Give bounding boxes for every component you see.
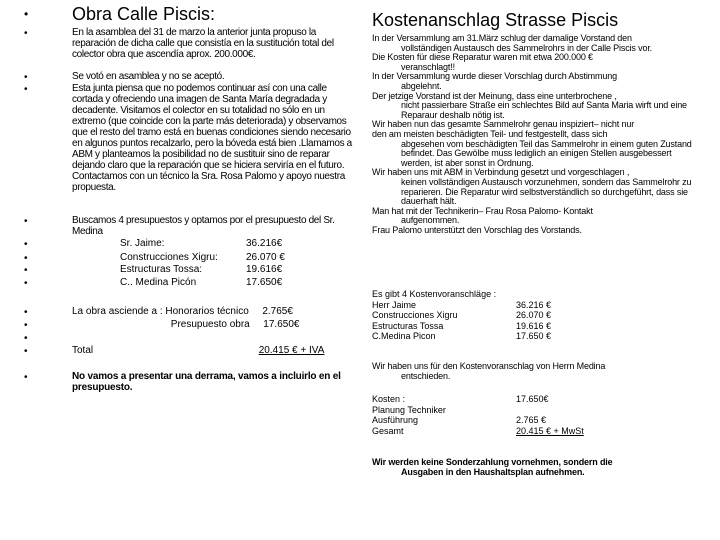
paragraph-first-line: In der Versammlung am 31.März schlug der damalige Vorstand den (372, 33, 632, 43)
decision-text (372, 362, 702, 381)
bullet: • (24, 346, 28, 357)
paragraph-first-line: Die Kosten für diese Reparatur waren mit etwa 200.000 € (372, 52, 593, 63)
closing-statement-de (372, 458, 702, 477)
paragraph-continuation: keinen vollständigen Austausch vorzunehmen, sondern das Sammelrohr zu reparieren. Die Reparatur wird selbstverständlich so durchgeführt, dass sie dauerhaft hält. (401, 176, 692, 207)
paragraph (372, 130, 702, 168)
paragraph-first-line: den am meisten beschädigten Teil- und festgestellt, dass sich (372, 128, 608, 139)
bullet: • (24, 333, 28, 344)
bullet: • (24, 372, 28, 383)
paragraph-first-line: In der Versammlung wurde dieser Vorschlag durch Abstimmung (372, 71, 617, 82)
paragraph (372, 53, 702, 72)
table-row (372, 426, 584, 437)
cost-line-budget (72, 319, 299, 330)
cost-value: 20.415 € + MwSt (516, 425, 584, 436)
paragraph-continuation: abgesehen vom beschädigten Teil das Sammelrohr in einem guten Zustand befindet. Das Gewölbe muss lediglich an einigen Stellen ausgebessert werden, ist aber sonst in Ordnung. (401, 138, 692, 168)
closing-first-line: Wir werden keine Sonderzahlung vornehmen, sondern die (372, 457, 613, 467)
cost-label: Planung Techniker (372, 404, 446, 415)
german-paragraphs (372, 34, 702, 235)
cost-value: 17.650€ (263, 319, 300, 330)
slide-title-es: Obra Calle Piscis: (72, 4, 216, 24)
quote-value: 36.216 € (516, 299, 552, 310)
decision-continuation: entschieden. (401, 370, 451, 381)
slide-title-de: Kostenanschlag Strasse Piscis (372, 10, 619, 30)
quotes-heading: Es gibt 4 Kostenvoranschläge : (372, 289, 497, 299)
quote-value: 19.616€ (246, 264, 283, 275)
quote-name: Estructuras Tossa: (120, 264, 203, 275)
cost-label: La obra asciende a : Honorarios técnico (72, 306, 249, 317)
bullet: • (24, 84, 28, 95)
paragraph-vote: Se votó en asamblea y no se aceptó. (72, 71, 225, 82)
paragraph (372, 34, 702, 53)
table-row (372, 310, 551, 321)
quote-value: 19.616 € (516, 320, 552, 331)
quote-name: Estructuras Tossa (372, 320, 444, 331)
right-column (372, 0, 712, 540)
bullet: • (24, 7, 29, 21)
paragraph-continuation: aufgenommen. (401, 215, 460, 226)
bullet: • (24, 265, 28, 276)
quote-value: 26.070 € (516, 310, 552, 321)
paragraph-continuation: veranschlagt!! (401, 61, 455, 72)
quote-value: 26.070 € (246, 252, 285, 263)
table-row (372, 331, 551, 342)
quote-name: C.Medina Picon (372, 331, 436, 342)
quote-row (72, 277, 282, 288)
paragraph-first-line: Frau Palomo unterstützt den Vorschlag des Vorstands. (372, 224, 582, 235)
quote-name: Sr. Jaime: (120, 238, 165, 249)
paragraph-proposal: En la asamblea del 31 de marzo la anterior junta propuso la reparación de dicha calle que consistía en la sustitución total del colector obra que ascendía aprox. 200.000€. (72, 27, 334, 60)
table-row (372, 321, 551, 332)
bullet: • (24, 307, 28, 318)
table-row (372, 300, 551, 311)
total-value: 20.415 € + IVA (258, 345, 325, 356)
quote-row (72, 238, 282, 249)
quote-row (72, 252, 285, 263)
quote-value: 36.216€ (246, 238, 283, 249)
paragraph-board-opinion: Esta junta piensa que no podemos continuar así con una calle cortada y ofreciendo una imagen de Santa María degradada y decadente. Visitamos el colector en su totalidad no sólo en un extremo (que coincide con la parte más deteriorada) y observamos que el resto del tramo está en buenas condiciones siendo necesario en algunos puntos recalzarlo, pero la bóveda está bien .Llamamos a ABM y planteamos la posibilidad no de sustituir sino de reparar dejando claro que la reparación que se hiciera serviría en el futuro. Contactamos con un técnico la Sra. Rosa Palomo y apoyo nuestra propuesta. (72, 83, 352, 193)
quote-value: 17.650€ (246, 277, 283, 288)
quote-name: Construcciones Xigru (372, 310, 458, 321)
paragraph-first-line: Wir haben uns mit ABM in Verbindung gesetzt und vorgeschlagen , (372, 167, 630, 178)
closing-continuation: Ausgaben in den Haushaltsplan aufnehmen. (401, 466, 585, 477)
cost-label: Ausführung (372, 415, 419, 426)
paragraph (372, 168, 702, 206)
cost-line-fees (72, 306, 293, 317)
cost-value: 2.765 € (516, 415, 547, 426)
paragraph-quotes-intro: Buscamos 4 presupuestos y optamos por el presupuesto del Sr. Medina (72, 215, 335, 237)
cost-label: Presupuesto obra (170, 319, 250, 330)
paragraph-first-line: Wir haben nun das gesamte Sammelrohr genau inspiziert– nicht nur (372, 119, 635, 130)
decision-first-line: Wir haben uns für den Kostenvoranschlag von Herrn Medina (372, 361, 606, 371)
bullet: • (24, 28, 28, 39)
table-row (372, 415, 584, 426)
paragraph-first-line: Der jetzige Vorstand ist der Meinung, dass eine unterbrochene , (372, 90, 617, 101)
quote-name: C.. Medina Picón (120, 277, 197, 288)
bullet: • (24, 239, 28, 250)
table-row (372, 394, 584, 405)
paragraph (372, 226, 702, 236)
table-row (372, 405, 584, 416)
bullet: • (24, 278, 28, 289)
closing-statement-es: No vamos a presentar una derrama, vamos a incluirlo en el presupuesto. (72, 371, 341, 393)
cost-value: 17.650€ (516, 394, 549, 404)
paragraph-continuation: nicht passierbare Straße ein schlechtes Bild auf Santa Maria wirft und eine Reparaur deshalb nötig ist. (401, 100, 687, 120)
bullet: • (24, 253, 28, 264)
paragraph-continuation: vollständigen Austausch des Sammelrohrs in der Calle Piscis vor. (401, 42, 653, 53)
bullet: • (24, 72, 28, 83)
paragraph (372, 72, 702, 91)
quotes-table-de (372, 289, 551, 342)
total-line (72, 345, 324, 356)
bullet: • (24, 216, 28, 227)
quote-name: Construcciones Xigru: (120, 252, 218, 263)
bullet: • (24, 320, 28, 331)
paragraph (372, 92, 702, 121)
quote-value: 17.650 € (516, 331, 552, 342)
paragraph (372, 207, 702, 226)
paragraph-continuation: abgelehnt. (401, 80, 442, 91)
total-label: Total (72, 345, 94, 356)
cost-label: Kosten : (372, 394, 406, 404)
paragraph-first-line: Man hat mit der Technikerin– Frau Rosa Palomo- Kontakt (372, 205, 593, 216)
cost-value: 2.765€ (262, 306, 293, 317)
quote-name: Herr Jaime (372, 299, 417, 310)
cost-label: Gesamt (372, 425, 404, 436)
quote-row (72, 264, 282, 275)
costs-table-de (372, 394, 584, 436)
